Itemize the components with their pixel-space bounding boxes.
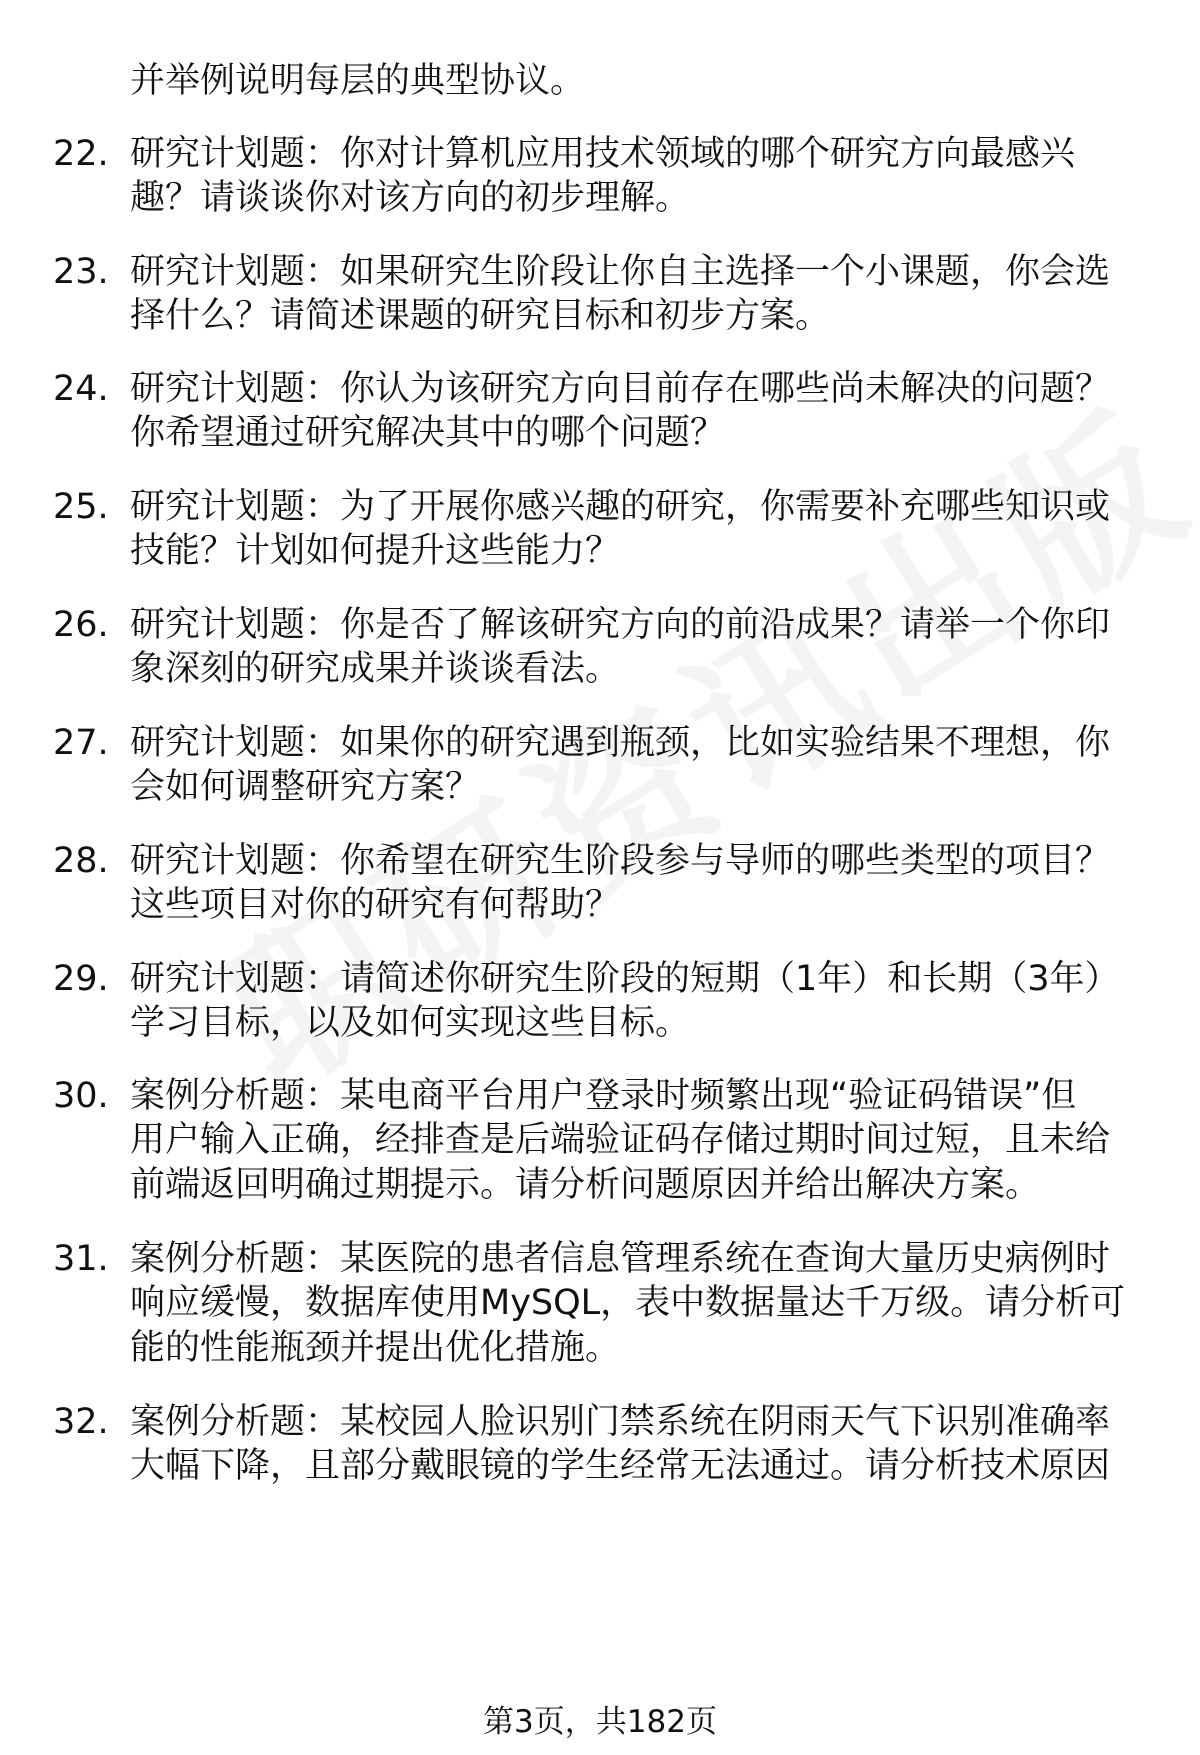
question-text-line: 研究计划题：如果你的研究遇到瓶颈，比如实验结果不理想，你	[130, 723, 1111, 763]
question-text-line: 响应缓慢，数据库使用MySQL，表中数据量达千万级。请分析可	[130, 1283, 1126, 1323]
question-text-line: 用户输入正确，经排查是后端验证码存储过期时间过短，且未给	[130, 1120, 1111, 1160]
question-number: 22.	[53, 134, 109, 174]
question-text-line: 这些项目对你的研究有何帮助？	[130, 885, 621, 925]
question-text-line: 前端返回明确过期提示。请分析问题原因并给出解决方案。	[130, 1165, 1041, 1205]
question-number: 30.	[53, 1076, 109, 1116]
question-text-line: 研究计划题：如果研究生阶段让你自主选择一个小课题，你会选	[130, 252, 1111, 292]
question-number: 31.	[53, 1239, 109, 1279]
question-text-line: 择什么？请简述课题的研究目标和初步方案。	[130, 296, 831, 336]
question-text-line: 案例分析题：某电商平台用户登录时频繁出现“验证码错误”但	[130, 1076, 1077, 1116]
question-text-line: 研究计划题：你希望在研究生阶段参与导师的哪些类型的项目？	[130, 841, 1111, 881]
question-text-line: 会如何调整研究方案？	[130, 767, 481, 807]
question-text-line: 学习目标，以及如何实现这些目标。	[130, 1003, 691, 1043]
question-text-line: 研究计划题：你对计算机应用技术领域的哪个研究方向最感兴	[130, 134, 1076, 174]
question-text-line: 大幅下降，且部分戴眼镜的学生经常无法通过。请分析技术原因	[130, 1446, 1111, 1486]
question-text-line: 趣？请谈谈你对该方向的初步理解。	[130, 178, 691, 218]
lead-line: 并举例说明每层的典型协议。	[130, 61, 586, 101]
question-text-line: 研究计划题：请简述你研究生阶段的短期（1年）和长期（3年）	[130, 959, 1120, 999]
page-footer: 第3页，共182页	[483, 1704, 717, 1740]
question-text-line: 研究计划题：为了开展你感兴趣的研究，你需要补充哪些知识或	[130, 487, 1111, 527]
question-number: 32.	[53, 1402, 109, 1442]
question-text-line: 技能？计划如何提升这些能力？	[130, 531, 621, 571]
question-number: 26.	[53, 605, 109, 645]
question-text-line: 能的性能瓶颈并提出优化措施。	[130, 1328, 621, 1368]
question-number: 28.	[53, 841, 109, 881]
question-text-line: 你希望通过研究解决其中的哪个问题？	[130, 413, 726, 453]
question-number: 25.	[53, 487, 109, 527]
question-number: 23.	[53, 252, 109, 292]
question-number: 24.	[53, 369, 109, 409]
question-text-line: 研究计划题：你是否了解该研究方向的前沿成果？请举一个你印	[130, 605, 1111, 645]
question-text-line: 案例分析题：某校园人脸识别门禁系统在阴雨天气下识别准确率	[130, 1402, 1111, 1442]
question-text-line: 案例分析题：某医院的患者信息管理系统在查询大量历史病例时	[130, 1239, 1111, 1279]
question-text-line: 象深刻的研究成果并谈谈看法。	[130, 649, 621, 689]
question-text-line: 研究计划题：你认为该研究方向目前存在哪些尚未解决的问题？	[130, 369, 1111, 409]
question-number: 27.	[53, 723, 109, 763]
question-number: 29.	[53, 959, 109, 999]
